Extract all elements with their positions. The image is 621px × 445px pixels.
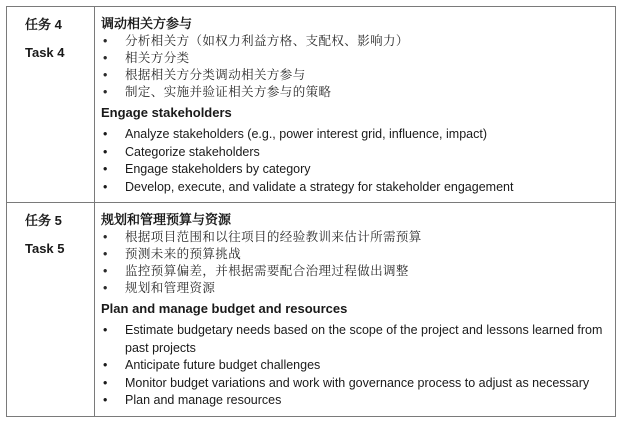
list-item: • Categorize stakeholders xyxy=(101,144,607,162)
task-id-cell xyxy=(7,203,95,416)
list-item: • 预测未来的预算挑战 xyxy=(101,246,607,263)
list-item: • Analyze stakeholders (e.g., power interest grid, influence, impact) xyxy=(101,126,607,144)
task-id-en: Task 4 xyxy=(25,45,65,60)
list-item: • 制定、实施并验证相关方参与的策略 xyxy=(101,84,607,101)
list-item: • Develop, execute, and validate a strategy for stakeholder engagement xyxy=(101,179,607,197)
list-item: • 相关方分类 xyxy=(101,50,607,67)
list-item: • 根据项目范围和以往项目的经验教训来估计所需预算 xyxy=(101,229,607,246)
task-title-cn: 规划和管理预算与资源 xyxy=(101,212,232,227)
task-id-cn: 任务 4 xyxy=(25,17,62,32)
task-title-en: Plan and manage budget and resources xyxy=(101,301,348,316)
task-id-en: Task 5 xyxy=(25,241,65,256)
list-item: • Plan and manage resources xyxy=(101,392,607,410)
list-item: • 规划和管理资源 xyxy=(101,280,607,297)
list-item: • Engage stakeholders by category xyxy=(101,161,607,179)
list-item: • 分析相关方（如权力利益方格、支配权、影响力） xyxy=(101,33,607,50)
task-title-cn: 调动相关方参与 xyxy=(101,16,193,31)
task-content-cell xyxy=(95,7,615,202)
task-table xyxy=(6,6,616,417)
list-item: • Monitor budget variations and work with governance process to adjust as necessary xyxy=(101,375,607,393)
task-row xyxy=(7,202,615,416)
task-id-cell xyxy=(7,7,95,202)
task-items-en xyxy=(101,126,607,196)
list-item: • 监控预算偏差，并根据需要配合治理过程做出调整 xyxy=(101,263,607,280)
list-item: • Anticipate future budget challenges xyxy=(101,357,607,375)
task-content-cell xyxy=(95,203,615,416)
list-item: • 根据相关方分类调动相关方参与 xyxy=(101,67,607,84)
task-id-cn: 任务 5 xyxy=(25,213,62,228)
task-items-en xyxy=(101,322,607,410)
list-item: • Estimate budgetary needs based on the scope of the project and lessons learned from past projects xyxy=(101,322,607,357)
task-title-en: Engage stakeholders xyxy=(101,105,232,120)
task-items-cn xyxy=(101,229,607,297)
task-row xyxy=(7,7,615,202)
task-items-cn xyxy=(101,33,607,101)
